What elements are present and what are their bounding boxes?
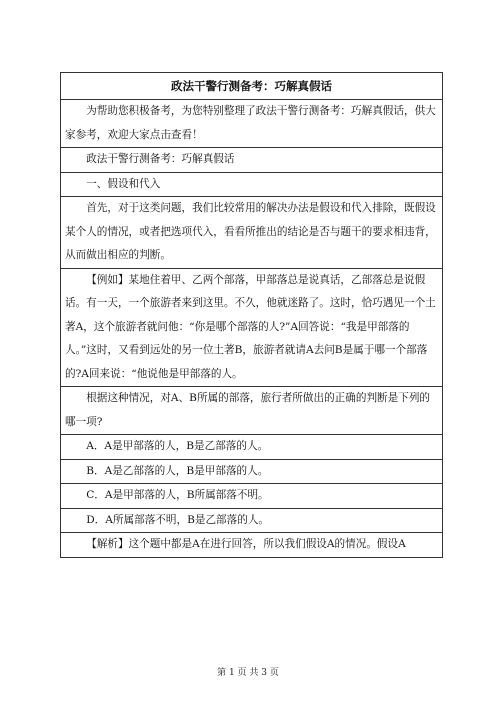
section-heading: 一、假设和代入: [61, 172, 443, 197]
subtitle-line: 政法干警行测备考：巧解真假话: [61, 148, 443, 173]
option-c: C．A是甲部落的人，B所属部落不明。: [61, 484, 443, 509]
document-title: 政法干警行测备考：巧解真假话: [61, 73, 443, 100]
option-d: D．A所属部落不明，B是乙部落的人。: [61, 508, 443, 533]
analysis-paragraph: 【解析】这个题中都是A在进行回答，所以我们假设A的情况。假设A: [61, 533, 443, 558]
option-b: B．A是乙部落的人，B是甲部落的人。: [61, 459, 443, 484]
method-paragraph: 首先，对于这类问题，我们比较常用的解决办法是假设和代入排除，既假设某个人的情况，或者把选项代入，看看所推出的结论是否与题干的要求相违背，从而做出相应的判断。: [61, 197, 443, 269]
document-table: [60, 72, 443, 558]
page-footer: 第 1 页 共 3 页: [217, 668, 279, 678]
intro-paragraph: 为帮助您积极备考，为您特别整理了政法干警行测备考：巧解真假话，供大家参考，欢迎大家点击查看！: [61, 100, 443, 148]
option-a: A．A是甲部落的人，B是乙部落的人。: [61, 435, 443, 460]
question-paragraph: 根据这种情况，对A、B所属的部落，旅行者所做出的正确的判断是下列的哪一项?: [61, 387, 443, 435]
example-paragraph: 【例如】某地住着甲、乙两个部落，甲部落总是说真话，乙部落总是说假话。有一天，一个旅游者来到这里。不久，他就迷路了。这时，恰巧遇见一个土著A，这个旅游者就问他：“你是哪个部落的人?”A回答说：“我是甲部落的人。”这时，又看到远处的另一位土著B，旅游者就请A去问B是属于哪一个部落的?A回来说：“他说他是甲部落的人。: [61, 268, 443, 387]
